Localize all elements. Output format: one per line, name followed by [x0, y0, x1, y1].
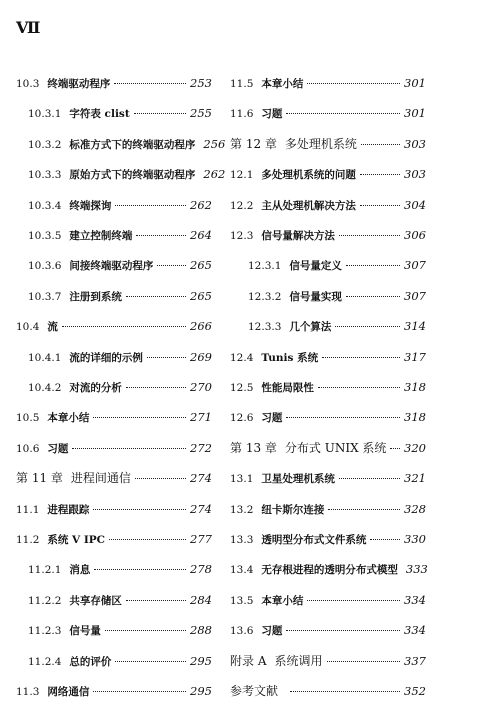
toc-entry-number: 10.3.3	[28, 169, 62, 182]
toc-dot-leader	[114, 83, 186, 84]
toc-entry-title: 本章小结	[47, 412, 90, 425]
toc-dot-leader	[286, 417, 400, 418]
toc-entry-title: 标准方式下的终端驱动程序	[69, 138, 196, 151]
toc-page-number: 264	[190, 228, 212, 242]
toc-page-number: 334	[404, 623, 426, 638]
toc-entry	[230, 164, 426, 184]
toc-dot-leader	[93, 691, 186, 692]
toc-entry-number: 12.3.1	[248, 260, 282, 273]
toc-dot-leader	[135, 478, 186, 479]
toc-page-number: 253	[190, 76, 212, 90]
toc-entry-title: 间接终端驱动程序	[69, 260, 154, 273]
toc-dot-leader	[286, 113, 400, 114]
toc-entry-title: 主从处理机解决方法	[261, 199, 356, 212]
toc-entry-title: 习题	[261, 108, 283, 121]
toc-dot-leader	[93, 509, 186, 510]
toc-entry-title: 流	[47, 321, 58, 334]
toc-entry-title: 流的详细的示例	[69, 351, 143, 364]
toc-entry-title: 系统 V IPC	[47, 534, 106, 546]
toc-dot-leader	[339, 235, 400, 236]
toc-entry-number: 12.3	[230, 230, 254, 242]
toc-dot-leader	[318, 387, 400, 388]
toc-page-number: 262	[203, 167, 226, 182]
toc-dot-leader	[370, 539, 400, 540]
toc-page-number: 256	[203, 136, 226, 151]
toc-page-number: 295	[190, 684, 212, 698]
toc-dot-leader	[93, 417, 186, 418]
toc-entry	[230, 347, 426, 367]
toc-entry-number: 12.1	[230, 169, 254, 182]
toc-entry	[230, 590, 426, 610]
toc-entry	[16, 164, 226, 184]
toc-entry-number: 11.6	[230, 108, 254, 121]
toc-entry-title: 系统调用	[274, 653, 323, 668]
toc-entry	[16, 529, 212, 549]
toc-entry	[16, 134, 226, 154]
toc-entry	[16, 620, 212, 640]
toc-entry-number: 11.2.1	[28, 564, 62, 577]
toc-entry-title: 几个算法	[289, 321, 332, 334]
toc-entry	[230, 620, 426, 640]
toc-entry-number: 11.5	[230, 78, 254, 90]
toc-page-number: 304	[404, 197, 426, 212]
toc-page-number: 288	[190, 623, 212, 638]
toc-entry-number: 10.3.7	[28, 290, 62, 303]
toc-entry	[230, 407, 426, 427]
toc-page-number: 295	[190, 653, 212, 668]
toc-entry-title: 习题	[47, 442, 69, 455]
toc-entry-title: 分布式 UNIX 系统	[284, 440, 387, 455]
toc-entry-number: 10.5	[16, 412, 40, 425]
toc-entry-number: 10.3.5	[28, 230, 62, 242]
toc-entry-number: 10.3.6	[28, 260, 62, 273]
toc-entry	[16, 255, 212, 275]
toc-entry-number: 12.5	[230, 382, 254, 394]
toc-entry	[16, 377, 212, 397]
toc-page-number: 318	[404, 410, 426, 425]
toc-entry-number: 12.3.2	[248, 290, 282, 303]
toc-entry-number: 13.2	[230, 503, 254, 516]
toc-entry	[16, 195, 212, 215]
toc-entry	[16, 559, 212, 579]
toc-page-number: 272	[190, 440, 212, 455]
toc-dot-leader	[115, 205, 186, 206]
toc-entry-title: Tunis 系统	[261, 351, 319, 364]
toc-dot-leader	[335, 326, 400, 327]
toc-entry-number: 第 13 章	[230, 440, 277, 455]
toc-dot-leader	[360, 205, 400, 206]
toc-page-number: 333	[405, 562, 428, 577]
toc-entry-title: 性能局限性	[261, 382, 314, 394]
toc-dot-leader	[290, 691, 400, 692]
toc-entry-title: 原始方式下的终端驱动程序	[69, 169, 196, 182]
toc-dot-leader	[105, 630, 186, 631]
toc-chapter-entry	[230, 651, 426, 671]
toc-entry	[16, 499, 212, 519]
toc-entry	[230, 195, 426, 215]
toc-dot-leader	[286, 630, 400, 631]
toc-page-number: 278	[190, 562, 212, 577]
toc-entry-title: 信号量定义	[289, 260, 342, 273]
toc-entry-number: 10.3.1	[28, 108, 62, 121]
toc-page-number: 301	[404, 106, 426, 121]
toc-entry-title: 透明型分布式文件系统	[261, 534, 367, 546]
toc-entry-number: 11.1	[16, 503, 40, 516]
toc-dot-leader	[147, 357, 186, 358]
toc-entry	[16, 73, 212, 93]
toc-page-number: 301	[404, 76, 426, 90]
toc-chapter-entry	[230, 681, 426, 701]
toc-entry	[16, 681, 212, 701]
toc-page-number: 265	[190, 258, 212, 273]
toc-page-number: 277	[190, 532, 212, 546]
toc-entry-title: 进程跟踪	[47, 503, 90, 516]
toc-page-number: 321	[404, 471, 426, 486]
toc-entry-title: 本章小结	[261, 594, 304, 607]
toc-dot-leader	[126, 296, 186, 297]
toc-entry-title: 终端驱动程序	[47, 78, 111, 90]
toc-page-number: 303	[404, 167, 426, 182]
toc-entry-title: 卫星处理机系统	[261, 473, 335, 486]
toc-entry-title: 字符表 clist	[69, 108, 130, 121]
toc-dot-leader	[339, 478, 400, 479]
toc-entry	[16, 103, 212, 123]
toc-entry-title: 注册到系统	[69, 290, 122, 303]
toc-entry-number: 12.2	[230, 199, 254, 212]
toc-entry	[230, 377, 426, 397]
toc-page-number: 265	[190, 288, 212, 303]
toc-page-number: 317	[404, 349, 426, 364]
toc-entry	[230, 255, 426, 275]
toc-page-number: 328	[404, 501, 426, 516]
toc-page-number: 284	[190, 592, 212, 607]
toc-entry-number: 13.4	[230, 564, 254, 577]
toc-entry-number: 13.5	[230, 594, 254, 607]
toc-page-number: 352	[404, 684, 426, 698]
toc-entry	[16, 438, 212, 458]
toc-entry	[16, 407, 212, 427]
toc-entry-number: 第 11 章	[16, 471, 63, 486]
toc-dot-leader	[157, 265, 186, 266]
toc-dot-leader	[115, 661, 186, 662]
toc-entry-title: 对流的分析	[69, 382, 122, 394]
toc-entry-number: 参考文献	[230, 684, 279, 698]
toc-page-number: 330	[404, 532, 426, 546]
toc-dot-leader	[126, 600, 186, 601]
toc-dot-leader	[361, 144, 400, 145]
toc-entry-number: 11.2	[16, 534, 40, 546]
toc-page-number: 255	[190, 106, 212, 121]
toc-entry	[230, 316, 426, 336]
toc-dot-leader	[94, 569, 186, 570]
toc-dot-leader	[62, 326, 186, 327]
toc-entry-title: 多处理机系统	[284, 136, 357, 151]
toc-entry-title: 进程间通信	[70, 471, 131, 486]
toc-entry	[230, 529, 426, 549]
toc-entry	[230, 73, 426, 93]
toc-entry-number: 11.2.2	[28, 594, 62, 607]
toc-entry-number: 12.4	[230, 351, 254, 364]
toc-entry	[16, 225, 212, 245]
toc-entry	[16, 316, 212, 336]
toc-entry-title: 总的评价	[69, 655, 112, 668]
toc-page-number: 303	[404, 136, 426, 151]
toc-dot-leader	[134, 113, 186, 114]
toc-entry-number: 13.6	[230, 625, 254, 638]
toc-chapter-entry	[230, 438, 426, 458]
toc-entry-number: 10.3	[16, 78, 40, 90]
toc-page-number: 266	[190, 319, 212, 334]
toc-page-number: 306	[404, 228, 426, 242]
toc-entry-number: 10.4.2	[28, 382, 62, 394]
toc-entry-title: 无存根进程的透明分布式模型	[261, 564, 398, 577]
page-number-mark: Ⅶ	[16, 18, 40, 37]
toc-page-number: 274	[190, 501, 212, 516]
toc-entry-number: 10.3.2	[28, 138, 62, 151]
toc-entry-title: 信号量实现	[289, 290, 342, 303]
toc-dot-leader	[346, 265, 400, 266]
toc-entry-title: 终端探询	[69, 199, 112, 212]
toc-entry-title: 本章小结	[261, 78, 304, 90]
toc-entry-number: 第 12 章	[230, 136, 277, 151]
toc-entry-number: 13.3	[230, 534, 254, 546]
toc-entry-number: 11.2.3	[28, 625, 62, 638]
toc-entry-number: 10.4	[16, 321, 40, 334]
toc-page-number: 271	[190, 410, 212, 425]
toc-entry-title: 多处理机系统的问题	[261, 169, 356, 182]
toc-page-number: 307	[404, 258, 426, 273]
toc-entry	[16, 347, 212, 367]
toc-entry	[230, 468, 426, 488]
toc-entry-title: 网络通信	[47, 686, 90, 698]
toc-page-number: 262	[190, 197, 212, 212]
toc-entry	[230, 286, 426, 306]
toc-dot-leader	[327, 661, 401, 662]
toc-chapter-entry	[16, 468, 212, 488]
toc-entry-number: 10.6	[16, 442, 40, 455]
toc-entry-title: 习题	[261, 412, 283, 425]
toc-entry	[230, 559, 426, 579]
toc-dot-leader	[307, 600, 400, 601]
toc-entry-number: 10.4.1	[28, 351, 62, 364]
toc-page-number: 320	[404, 440, 426, 455]
toc-dot-leader	[136, 235, 186, 236]
toc-entry-number: 12.6	[230, 412, 254, 425]
toc-entry-title: 信号量解决方法	[261, 230, 335, 242]
toc-entry	[230, 225, 426, 245]
toc-dot-leader	[346, 296, 400, 297]
toc-entry-number: 11.2.4	[28, 655, 62, 668]
toc-dot-leader	[360, 174, 400, 175]
toc-page-number: 307	[404, 288, 426, 303]
toc-entry-number: 附录 A	[230, 653, 267, 668]
toc-dot-leader	[328, 509, 400, 510]
toc-dot-leader	[126, 387, 186, 388]
toc-entry-number: 13.1	[230, 473, 254, 486]
toc-entry-title: 纽卡斯尔连接	[261, 503, 325, 516]
toc-dot-leader	[322, 357, 400, 358]
toc-entry-title: 习题	[261, 625, 283, 638]
toc-page-number: 318	[404, 380, 426, 394]
toc-dot-leader	[109, 539, 186, 540]
toc-entry-number: 11.3	[16, 686, 40, 698]
toc-page-number: 274	[190, 471, 212, 486]
toc-entry	[16, 590, 212, 610]
toc-entry-title: 建立控制终端	[69, 230, 133, 242]
toc-entry-title: 消息	[69, 564, 91, 577]
toc-entry-title: 信号量	[69, 625, 101, 638]
toc-dot-leader	[72, 448, 186, 449]
toc-entry-number: 12.3.3	[248, 321, 282, 334]
toc-entry-number: 10.3.4	[28, 199, 62, 212]
toc-entry	[230, 499, 426, 519]
toc-page-number: 270	[190, 380, 212, 394]
toc-chapter-entry	[230, 134, 426, 154]
toc-dot-leader	[307, 83, 400, 84]
toc-page-number: 337	[404, 653, 426, 668]
toc-dot-leader	[390, 448, 400, 449]
toc-page-number: 269	[190, 349, 212, 364]
toc-page-number: 334	[404, 592, 426, 607]
toc-entry	[230, 103, 426, 123]
toc-entry	[16, 286, 212, 306]
toc-page-number: 314	[404, 319, 426, 334]
toc-entry	[16, 651, 212, 671]
toc-entry-title: 共享存储区	[69, 594, 122, 607]
